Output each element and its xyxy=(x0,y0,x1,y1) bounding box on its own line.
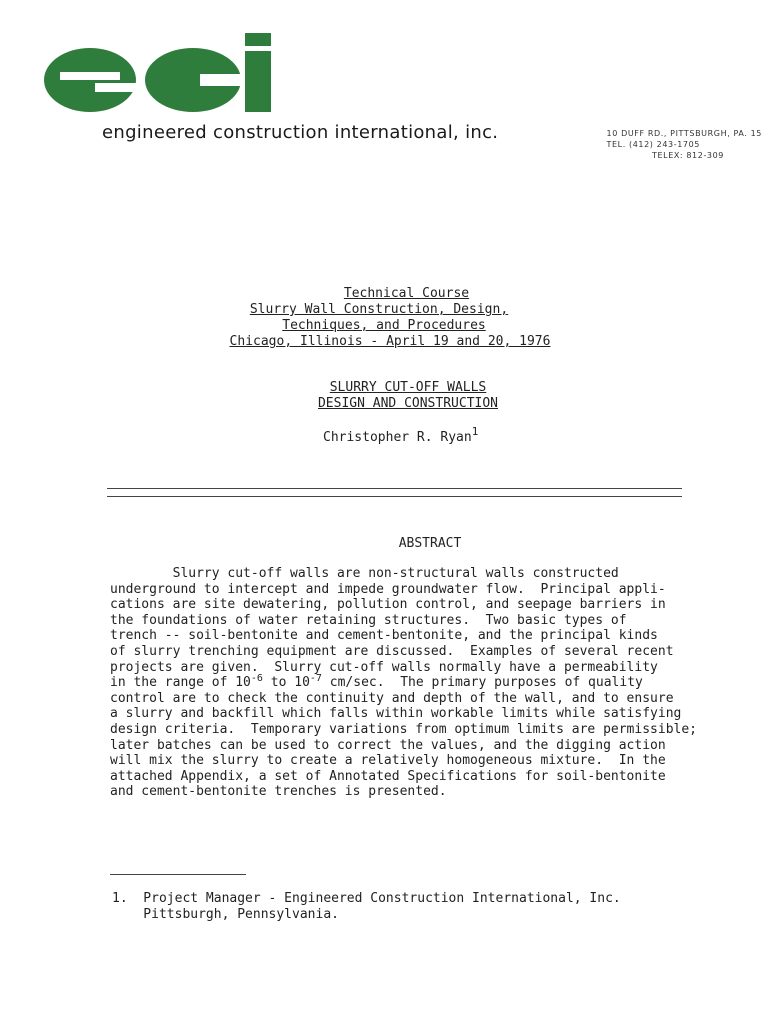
telex-line: TELEX: 812-309 xyxy=(652,151,724,160)
footnote-rule xyxy=(110,874,246,875)
divider xyxy=(107,496,682,497)
perm-exponent: -6 xyxy=(250,673,263,685)
footnote-line: 1. Project Manager - Engineered Construction International, Inc. xyxy=(112,891,621,906)
course-line: Chicago, Illinois - April 19 and 20, 1976 xyxy=(229,334,551,349)
phone-line: TEL. (412) 243-1705 xyxy=(606,140,700,149)
eci-logo-shapes xyxy=(44,33,271,112)
author-name: Christopher R. Ryan xyxy=(323,430,472,445)
course-info xyxy=(0,286,768,350)
abstract-line: attached Appendix, a set of Annotated Specifications for soil-bentonite xyxy=(110,768,666,784)
abstract-line: cations are site dewatering, pollution control, and seepage barriers in xyxy=(110,597,666,613)
title-line: SLURRY CUT-OFF WALLS xyxy=(329,380,487,395)
abstract-line: later batches can be used to correct the values, and the digging action xyxy=(110,737,666,753)
abstract-heading: ABSTRACT xyxy=(398,536,462,551)
author xyxy=(323,425,478,445)
footnote-line: Pittsburgh, Pennsylvania. xyxy=(112,907,339,922)
company-address xyxy=(562,128,762,161)
abstract-line: underground to intercept and impede groundwater flow. Principal appli- xyxy=(110,581,666,597)
abstract-line: will mix the slurry to create a relatively homogeneous mixture. In the xyxy=(110,753,666,769)
abstract-line: and cement-bentonite trenches is presented. xyxy=(110,784,447,800)
abstract-line: a slurry and backfill which falls within workable limits while satisfying xyxy=(110,706,682,722)
title-line: DESIGN AND CONSTRUCTION xyxy=(317,396,498,411)
abstract-line: the foundations of water retaining structures. Two basic types of xyxy=(110,612,627,628)
course-line: Technical Course xyxy=(343,286,470,301)
divider xyxy=(107,488,682,489)
footnote-mark: 1 xyxy=(471,425,479,438)
abstract-body xyxy=(110,566,740,800)
abstract-line: of slurry trenching equipment are discussed. Examples of several recent xyxy=(110,643,674,659)
perm-exponent: -7 xyxy=(309,673,322,685)
abstract-line: control are to check the continuity and depth of the wall, and to ensure xyxy=(110,690,674,706)
abstract-line: Slurry cut-off walls are non-structural walls constructed xyxy=(110,566,619,581)
abstract-line: design criteria. Temporary variations from optimum limits are permissible; xyxy=(110,721,697,737)
perm-text: in the range of 10 xyxy=(110,675,251,691)
course-line: Techniques, and Procedures xyxy=(282,318,486,333)
footnote xyxy=(112,891,621,923)
abstract-line: projects are given. Slurry cut-off walls normally have a permeability xyxy=(110,659,658,675)
eci-logo xyxy=(40,30,280,120)
perm-text: cm/sec. The primary purposes of quality xyxy=(321,675,643,691)
paper-title xyxy=(0,380,768,412)
abstract-line xyxy=(110,675,740,691)
abstract-line: trench -- soil-bentonite and cement-bentonite, and the principal kinds xyxy=(110,628,658,644)
course-line: Slurry Wall Construction, Design, xyxy=(249,302,509,317)
address-line: 10 DUFF RD., PITTSBURGH, PA. 15 xyxy=(606,129,762,138)
perm-text: to 10 xyxy=(262,675,310,691)
company-name: engineered construction international, inc. xyxy=(102,122,499,143)
